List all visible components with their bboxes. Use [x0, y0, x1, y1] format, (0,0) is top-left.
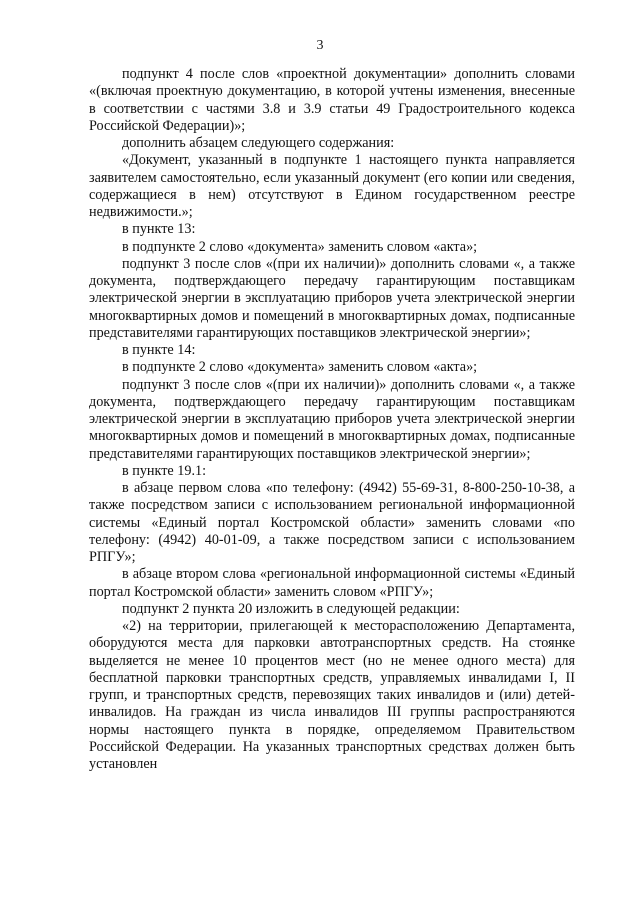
- paragraph: подпункт 3 после слов «(при их наличии)» дополнить словами «, а также документа, подтверждающего передачу гарантирующим поставщикам электрической энергии в эксплуатацию приборов учета электрической энергии многоквартирных домов и помещений в многоквартирных домах, подписанные представителями гарантирующих поставщиков электрической энергии»;: [89, 255, 575, 341]
- paragraph: подпункт 4 после слов «проектной документации» дополнить словами «(включая проектную документацию, в которой учтены изменения, внесенные в соответствии с частями 3.8 и 3.9 статьи 49 Градостроительного кодекса Российской Федерации)»;: [89, 66, 575, 134]
- paragraph: дополнить абзацем следующего содержания:: [122, 135, 395, 151]
- page-number: 3: [316, 38, 324, 53]
- paragraph: подпункт 2 пункта 20 изложить в следующей редакции:: [122, 600, 460, 617]
- paragraph: «Документ, указанный в подпункте 1 настоящего пункта направляется заявителем самостоятельно, если указанный документ (его копии или сведения, содержащиеся в нем) отсутствуют в Едином государственном реестре недвижимости.»;: [89, 152, 575, 220]
- paragraph: в пункте 19.1:: [122, 462, 207, 479]
- paragraph: в пункте 13:: [122, 221, 196, 238]
- paragraph: в абзаце первом слова «по телефону: (4942) 55-69-31, 8-800-250-10-38, а также посредством записи с использованием региональной информационной системы «Единый портал Костромской области» заменить словами «по телефону: (4942) 40-01-09, а также посредством записи с использованием РПГУ»;: [89, 480, 575, 565]
- document-body: [89, 66, 575, 773]
- paragraph: подпункт 3 после слов «(при их наличии)» дополнить словами «, а также документа, подтверждающего передачу гарантирующим поставщикам электрической энергии в эксплуатацию приборов учета электрической энергии многоквартирных домов и помещений в многоквартирных домах, подписанные представителями гарантирующих поставщиков электрической энергии»;: [89, 376, 575, 462]
- paragraph: «2) на территории, прилегающей к месторасположению Департамента, оборудуются места для парковки автотранспортных средств. На стоянке выделяется не менее 10 процентов мест (но не менее одного места) для бесплатной парковки транспортных средств, управляемых инвалидами I, II групп, и транспортных средств, перевозящих таких инвалидов и (или) детей-инвалидов. На граждан из числа инвалидов III группы распространяются нормы настоящего пункта в порядке, определяемом Правительством Российской Федерации. На указанных транспортных средствах должен быть установлен: [89, 618, 575, 772]
- paragraph: в пункте 14:: [122, 342, 196, 358]
- paragraph: в подпункте 2 слово «документа» заменить словом «акта»;: [122, 238, 478, 255]
- paragraph: в подпункте 2 слово «документа» заменить словом «акта»;: [122, 359, 478, 376]
- paragraph: в абзаце втором слова «региональной информационной системы «Единый портал Костромской области» заменить словом «РПГУ»;: [89, 566, 575, 600]
